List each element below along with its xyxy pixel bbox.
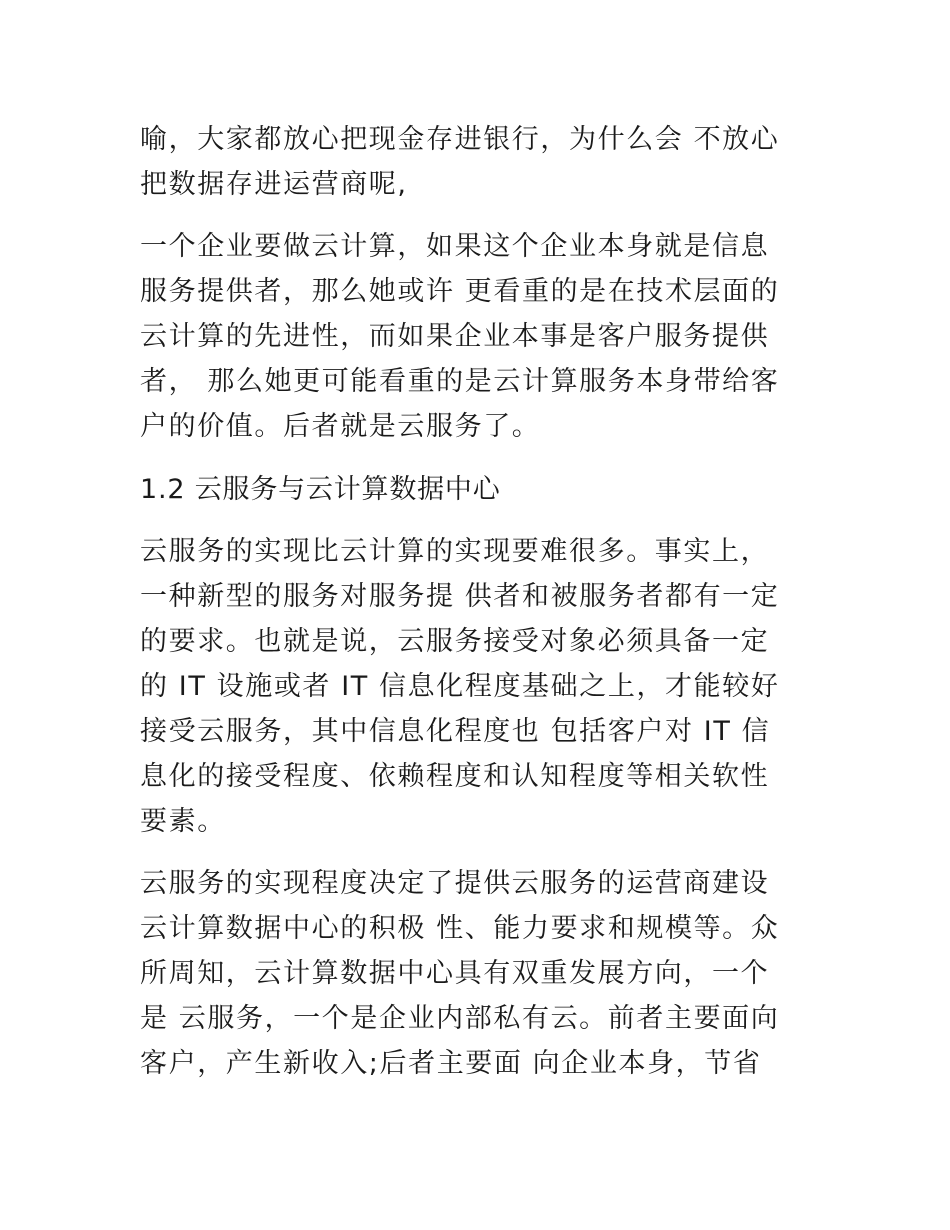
text-line: 云计算数据中心的积极 性、能力要求和规模等。众 — [140, 913, 780, 944]
text-line: 所周知，云计算数据中心具有双重发展方向，一个 — [140, 958, 770, 989]
text-line: 要素。 — [140, 806, 226, 837]
text-line: 接受云服务，其中信息化程度也 包括客户对 IT 信 — [140, 716, 771, 747]
text-line: 云服务的实现程度决定了提供云服务的运营商建设 — [140, 868, 770, 899]
text-line: 息化的接受程度、依赖程度和认知程度等相关软性 — [140, 761, 770, 792]
text-line: 户的价值。后者就是云服务了。 — [140, 411, 541, 442]
text-line: 是 云服务，一个是企业内部私有云。前者主要面向 — [140, 1003, 780, 1034]
section-title: 1.2 云服务与云计算数据中心 — [140, 474, 501, 505]
text-line: 一个企业要做云计算，如果这个企业本身就是信息 — [140, 231, 770, 262]
text-line: 把数据存进运营商呢, — [140, 169, 408, 200]
text-line: 客户，产生新收入;后者主要面 向企业本身，节省 — [140, 1048, 762, 1079]
text-line: 一种新型的服务对服务提 供者和被服务者都有一定 — [140, 581, 780, 612]
text-line: 云计算的先进性，而如果企业本事是客户服务提供 — [140, 321, 770, 352]
text-line: 服务提供者，那么她或许 更看重的是在技术层面的 — [140, 276, 780, 307]
text-line: 者， 那么她更可能看重的是云计算服务本身带给客 — [140, 366, 780, 397]
text-line: 的 IT 设施或者 IT 信息化程度基础之上，才能较好 — [140, 671, 780, 702]
text-line: 云服务的实现比云计算的实现要难很多。事实上， — [140, 536, 770, 567]
text-line: 的要求。也就是说，云服务接受对象必须具备一定 — [140, 626, 770, 657]
text-line: 喻，大家都放心把现金存进银行，为什么会 不放心 — [140, 124, 780, 155]
